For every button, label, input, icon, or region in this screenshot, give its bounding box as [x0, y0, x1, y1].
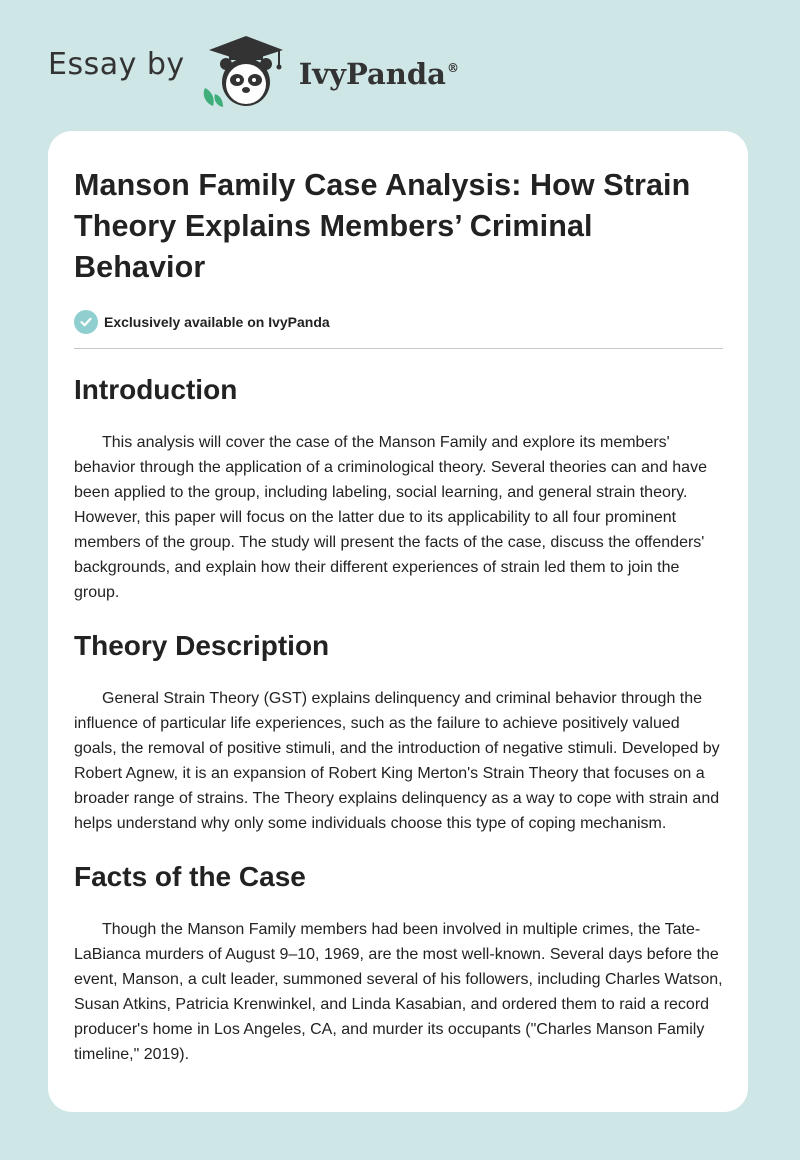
- section-text-introduction: This analysis will cover the case of the Manson Family and explore its members' behavior through the application of a criminological theory. Several theories can and have been applied to the group, including labeling, social learning, and general strain theory. However, this paper will focus on the latter due to its applicability to all four prominent members of the group. The study will present the facts of the case, discuss the offenders' backgrounds, and explain how their different experiences of strain led them to join the group.: [74, 434, 707, 601]
- registered-mark: ®: [446, 61, 459, 75]
- exclusive-badge-text: Exclusively available on IvyPanda: [104, 314, 330, 330]
- section-heading-introduction: Introduction: [74, 374, 238, 405]
- article-title: Manson Family Case Analysis: How Strain Theory Explains Members’ Criminal Behavior: [74, 168, 691, 284]
- section-text-facts-of-the-case: Though the Manson Family members had been involved in multiple crimes, the Tate-LaBianca murders of August 9–10, 1969, are the most well-known. Several days before the event, Manson, a cult leader, summoned several of his followers, including Charles Watson, Susan Atkins, Patricia Krenwinkel, and Linda Kasabian, and ordered them to raid a record producer's home in Los Angeles, CA, and murder its occupants ("Charles Manson Family timeline," 2019).: [74, 921, 723, 1063]
- check-circle-icon: [74, 310, 98, 334]
- site-header: [48, 30, 548, 110]
- essay-by-label: Essay by: [48, 46, 185, 82]
- brand-name[interactable]: [299, 57, 459, 91]
- panda-graduation-cap-icon[interactable]: [199, 30, 293, 110]
- article-card: [48, 131, 748, 1112]
- section-heading-theory-description: Theory Description: [74, 630, 330, 661]
- section-text-theory-description: General Strain Theory (GST) explains delinquency and criminal behavior through the influence of particular life experiences, such as the failure to achieve positively valued goals, the removal of positive stimuli, and the introduction of negative stimuli. Developed by Robert Agnew, it is an expansion of Robert King Merton's Strain Theory that focuses on a broader range of strains. The Theory explains delinquency as a way to cope with strain and helps understand why only some individuals choose this type of coping mechanism.: [74, 690, 720, 832]
- brand-name-text: IvyPanda: [298, 57, 446, 91]
- divider: [74, 348, 723, 349]
- section-heading-facts-of-the-case: Facts of the Case: [74, 861, 306, 892]
- exclusive-badge: [74, 310, 723, 334]
